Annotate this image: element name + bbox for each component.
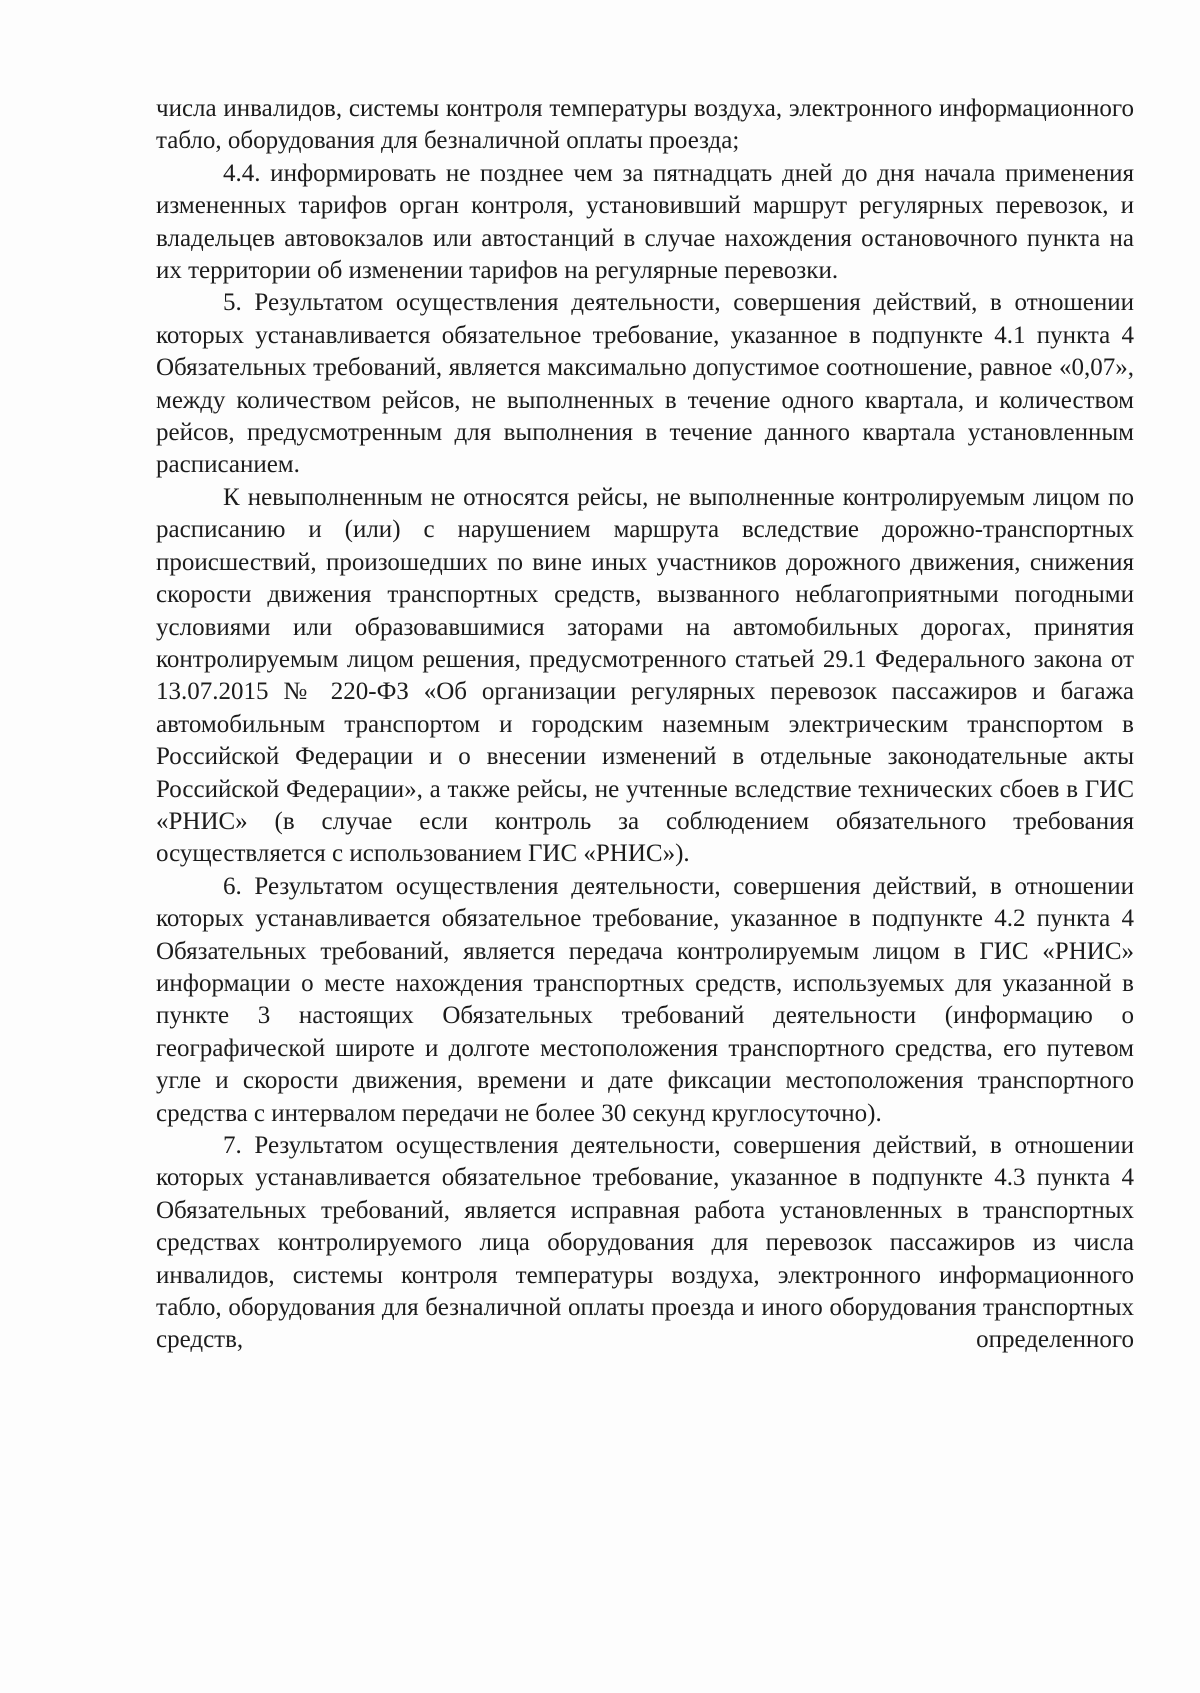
paragraph-4-4: 4.4. информировать не позднее чем за пятнадцать дней до дня начала применения измененных тарифов орган контроля, установивший маршрут регулярных перевозок, и владельцев автовокзалов или автостанций в случае нахождения остановочного пункта на их территории об изменении тарифов на регулярные перевозки. xyxy=(156,159,1134,285)
paragraph-6: 6. Результатом осуществления деятельности, совершения действий, в отношении которых устанавливается обязательное требование, указанное в подпункте 4.2 пункта 4 Обязательных требований, является передача контролируемым лицом в ГИС «РНИС» информации о месте нахождения транспортных средств, используемых для указанной в пункте 3 настоящих Обязательных требований деятельности (информацию о географической широте и долготе местоположения транспортного средства, его путевом угле и скорости движения, времени и дате фиксации местоположения транспортного средства с интервалом передачи не более 30 секунд круглосуточно). xyxy=(156,872,1134,1127)
paragraph-continuation: числа инвалидов, системы контроля температуры воздуха, электронного информационного табло, оборудования для безналичной оплаты проезда; xyxy=(156,95,1134,155)
paragraph-5: 5. Результатом осуществления деятельности, совершения действий, в отношении которых устанавливается обязательное требование, указанное в подпункте 4.1 пункта 4 Обязательных требований, является максимально допустимое соотношение, равное «0,07», между количеством рейсов, не выполненных в течение одного квартала, и количеством рейсов, предусмотренным для выполнения в течение данного квартала установленным расписанием. xyxy=(156,289,1134,479)
paragraph-5-exceptions: К невыполненным не относятся рейсы, не выполненные контролируемым лицом по расписанию и (или) с нарушением маршрута вследствие дорожно-транспортных происшествий, произошедших по вине иных участников дорожного движения, снижения скорости движения транспортных средств, вызванного неблагоприятными погодными условиями или образовавшимися заторами на автомобильных дорогах, принятия контролируемым лицом решения, предусмотренного статьей 29.1 Федерального закона от 13.07.2015 № 220-ФЗ «Об организации регулярных перевозок пассажиров и багажа автомобильным транспортом и городским наземным электрическим транспортом в Российской Федерации и о внесении изменений в отдельные законодательные акты Российской Федерации», а также рейсы, не учтенные вследствие технических сбоев в ГИС «РНИС» (в случае если контроль за соблюдением обязательного требования осуществляется с использованием ГИС «РНИС»). xyxy=(156,483,1134,868)
paragraph-7: 7. Результатом осуществления деятельности, совершения действий, в отношении которых устанавливается обязательное требование, указанное в подпункте 4.3 пункта 4 Обязательных требований, является исправная работа установленных в транспортных средствах контролируемого лица оборудования для перевозок пассажиров из числа инвалидов, системы контроля температуры воздуха, электронного информационного табло, оборудования для безналичной оплаты проезда и иного оборудования транспортных средств, определенного xyxy=(156,1132,1134,1354)
document-body xyxy=(156,93,1134,1357)
